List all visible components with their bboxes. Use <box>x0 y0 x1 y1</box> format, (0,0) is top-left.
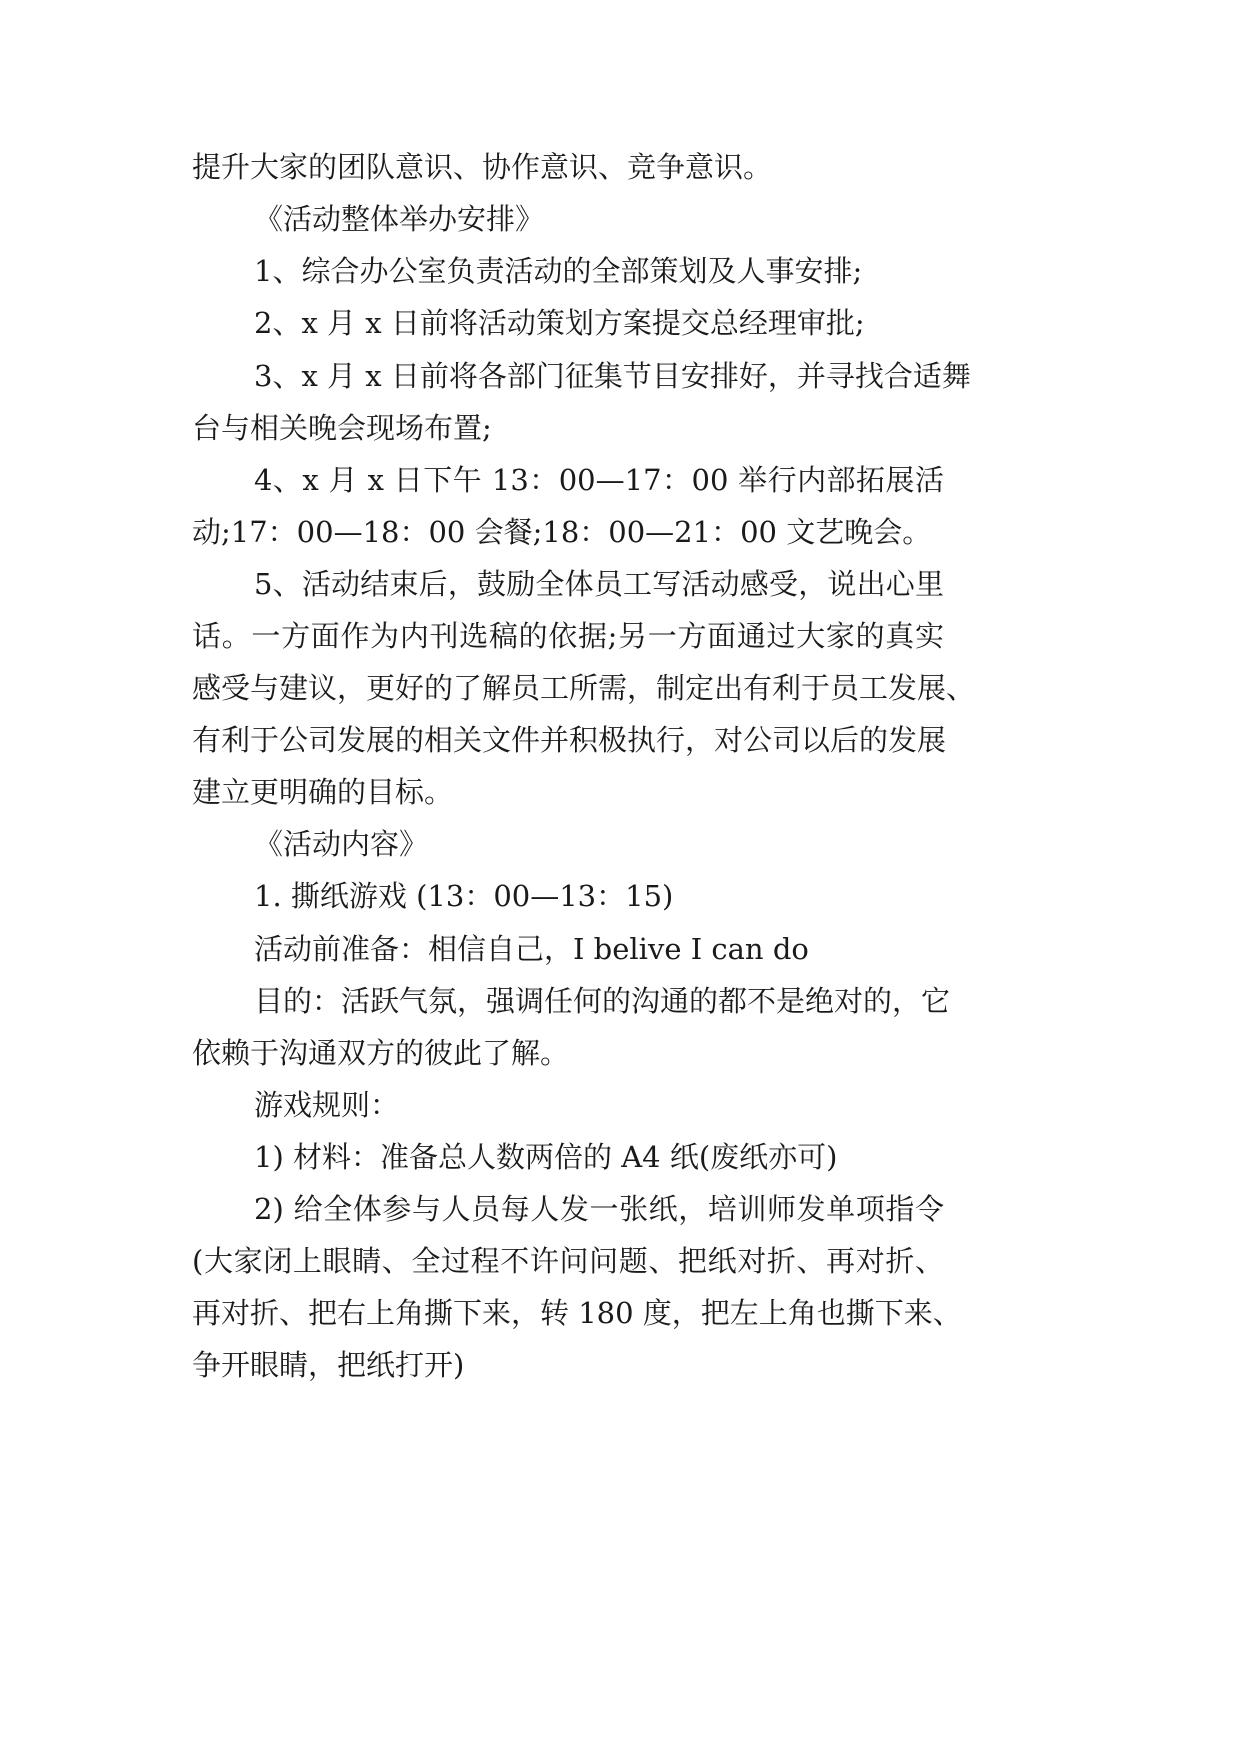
text-line: 建立更明确的目标。 <box>192 775 454 809</box>
text-line: 3、x 月 x 日前将各部门征集节目安排好，并寻找合适舞 <box>254 359 971 393</box>
text-line: 有利于公司发展的相关文件并积极执行，对公司以后的发展 <box>192 723 947 757</box>
text-line: 2、x 月 x 日前将活动策划方案提交总经理审批; <box>254 306 865 340</box>
text-line: 4、x 月 x 日下午 13：00—17：00 举行内部拓展活 <box>254 463 944 497</box>
text-line: 感受与建议，更好的了解员工所需，制定出有利于员工发展、 <box>192 671 976 705</box>
text-line: 1、综合办公室负责活动的全部策划及人事安排; <box>254 254 863 288</box>
section-heading: 《活动整体举办安排》 <box>254 202 545 236</box>
text-line: 活动前准备：相信自己，I belive I can do <box>254 932 809 966</box>
text-line: 动;17：00—18：00 会餐;18：00—21：00 文艺晚会。 <box>192 515 932 549</box>
text-line: 2) 给全体参与人员每人发一张纸，培训师发单项指令 <box>254 1192 944 1226</box>
text-line: 游戏规则： <box>254 1088 400 1122</box>
text-line: 依赖于沟通双方的彼此了解。 <box>192 1036 570 1070</box>
text-line: 5、活动结束后，鼓励全体员工写活动感受，说出心里 <box>254 567 944 601</box>
text-line: 1. 撕纸游戏 (13：00—13：15) <box>254 879 674 913</box>
text-line: 提升大家的团队意识、协作意识、竞争意识。 <box>192 150 773 184</box>
text-line: 目的：活跃气氛，强调任何的沟通的都不是绝对的，它 <box>254 984 951 1018</box>
text-line: 台与相关晚会现场布置; <box>192 411 492 445</box>
text-line: 话。一方面作为内刊选稿的依据;另一方面通过大家的真实 <box>192 619 944 653</box>
section-heading: 《活动内容》 <box>254 827 429 861</box>
text-line: 再对折、把右上角撕下来，转 180 度，把左上角也撕下来、 <box>192 1296 962 1330</box>
text-line: 1) 材料：准备总人数两倍的 A4 纸(废纸亦可) <box>254 1140 838 1174</box>
text-line: 争开眼睛，把纸打开) <box>192 1348 465 1382</box>
text-line: (大家闭上眼睛、全过程不许问问题、把纸对折、再对折、 <box>192 1244 944 1278</box>
